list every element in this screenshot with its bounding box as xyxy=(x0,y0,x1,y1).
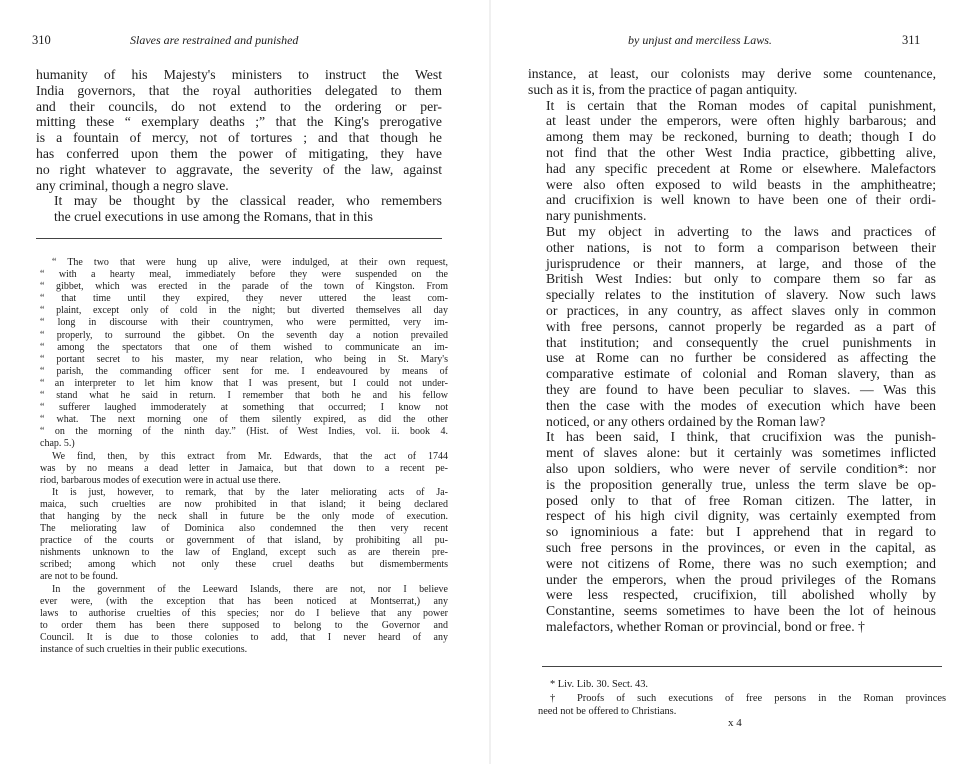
footnote-line: “ what. The next morning one of them silently expired, as did the other xyxy=(40,414,448,426)
footnote-line: “ long in discourse with their countrymen, who were permitted, very im- xyxy=(40,317,448,329)
text-line: and their councils, do not extend to the ordering or per- xyxy=(36,98,442,114)
footnote-line: “ The two that were hung up alive, were indulged, at their own request, xyxy=(52,257,448,268)
footnote-line: “ an interpreter to let him know that I was present, but I could not under- xyxy=(40,377,448,389)
signature-mark: x 4 xyxy=(728,717,742,729)
text-line: no right whatever to aggravate, the severity of the law, against xyxy=(36,161,442,177)
text-line: then the case with the modes of execution which have been xyxy=(546,397,936,413)
text-line: has conferred upon them the power of mitigating, they have xyxy=(36,145,442,161)
footnote-line: practice of the courts or government of that island, by prohibiting all pu- xyxy=(40,535,448,547)
right-footnotes xyxy=(538,678,946,719)
right-footnote-rule xyxy=(542,666,942,667)
text-line: India governors, that the royal authorities delegated to them xyxy=(36,82,442,98)
left-body-text xyxy=(36,67,442,225)
right-page xyxy=(490,0,980,764)
footnote-line: “ plaint, except only of cold in the night; but diverted themselves all day xyxy=(40,305,448,317)
footnote-line: “ portant secret to his master, my near relation, who being in St. Mary's xyxy=(40,353,448,365)
paragraph xyxy=(528,224,936,429)
left-footnotes xyxy=(40,257,448,656)
footnote-line: instance of such cruelties in their public executions. xyxy=(40,644,248,655)
footnote-paragraph xyxy=(40,451,448,487)
text-line: It has been said, I think, that crucifixion was the punish- xyxy=(546,429,936,445)
footnote-line: * Liv. Lib. 30. Sect. 43. xyxy=(550,679,649,690)
text-line: It may be thought by the classical reader, who remembers xyxy=(54,193,442,209)
footnote-line: The meliorating law of Dominica also condemned the then very recent xyxy=(40,523,448,535)
text-line: mitting these “ exemplary deaths ;” that the King's prerogative xyxy=(36,114,442,130)
paragraph xyxy=(36,193,442,225)
text-line: the cruel executions in use among the Romans, that in this xyxy=(54,209,373,225)
right-body-text xyxy=(528,66,936,635)
text-line: humanity of his Majesty's ministers to instruct the West xyxy=(36,67,442,82)
footnote-paragraph xyxy=(40,487,448,584)
footnote-line: “ parish, the commanding officer sent for me. I endeavoured by means of xyxy=(40,365,448,377)
footnote-line: nishments unknown to the law of England, except such as are therein pre- xyxy=(40,547,448,559)
text-line: they are found to have been peculiar to slaves. — Was this xyxy=(546,381,936,397)
paragraph xyxy=(36,67,442,193)
footnote-line: laws to authorise cruelties of this species; nor do I believe that any power xyxy=(40,607,448,619)
text-line: and crucifixion is well known to have been one of their ordi- xyxy=(546,192,936,208)
text-line: comparative estimate of colonial and Roman slavery, than as xyxy=(546,366,936,382)
text-line: British West Indies: but only to compare them so far as xyxy=(546,271,936,287)
left-page-header xyxy=(32,33,452,53)
footnote-line: “ that time until they expired, they never uttered the least com- xyxy=(40,293,448,305)
text-line: or practices, in any country, as affect slaves only in common xyxy=(546,302,936,318)
right-running-head: by unjust and merciless Laws. xyxy=(628,33,772,47)
footnote-line: scribed; among which not only these cruel deaths but dismemberments xyxy=(40,559,448,571)
text-line: noticed, or any others ordained by the Roman law? xyxy=(546,413,826,429)
footnote-line: “ properly, to surround the gibbet. On the seventh day a notion prevailed xyxy=(40,329,448,341)
footnote-line: “ gibbet, which was erected in the parade of the town of Kingston. From xyxy=(40,281,448,293)
text-line: respect of his high civil dignity, was certainly exempted from xyxy=(546,508,936,524)
text-line: is a fountain of mercy, not of tortures ; and that though he xyxy=(36,130,442,146)
text-line: had any specific precedent at Rome or elsewhere. Malefactors xyxy=(546,160,936,176)
footnote-line: “ on the morning of the ninth day.” (Hist. of West Indies, vol. ii. book 4. xyxy=(40,426,448,438)
text-line: among them may be reckoned, burning to death; though I do xyxy=(546,129,936,145)
footnote-line: was by no means a dead letter in Jamaica, but that down to a recent pe- xyxy=(40,462,448,474)
footnote-line: “ among the spectators that one of them wished to communicate an im- xyxy=(40,341,448,353)
text-line: so ignominious a fate: but I apprehend that in regard to xyxy=(546,524,936,540)
footnote-line: It is just, however, to remark, that by the later meliorating acts of Ja- xyxy=(52,486,448,498)
footnote-line: chap. 5.) xyxy=(40,438,75,450)
text-line: were less respected, crucifixion, till abolished wholly by xyxy=(546,587,936,603)
footnote-line: † Proofs of such executions of free persons in the Roman provinces xyxy=(550,692,946,704)
footnote-line: We find, then, by this extract from Mr. Edwards, that the act of 1744 xyxy=(52,450,448,462)
footnote-line: “ stand what he said in return. I remember that both he and his fellow xyxy=(40,390,448,402)
footnote-line: ever were, (with the exception that has been noticed at Montserrat,) any xyxy=(40,595,448,607)
text-line: with free persons, cannot properly be regarded as a part of xyxy=(546,318,936,334)
text-line: malefactors, whether Roman or provincial, bond or free. † xyxy=(546,618,865,634)
text-line: is the proposition generally true, unless the term slave be op- xyxy=(546,476,936,492)
right-page-header xyxy=(490,33,960,53)
text-line: that institution; and consequently the cruel punishments in xyxy=(546,334,936,350)
left-page-number: 310 xyxy=(32,33,51,47)
footnote-line: In the government of the Leeward Islands, there are not, nor I believe xyxy=(52,583,448,595)
footnote-line: “ sufferer laughed immoderately at something that occurred; I know not xyxy=(40,402,448,414)
paragraph xyxy=(528,98,936,224)
footnote-line: Council. It is due to those colonies to add, that I never heard of any xyxy=(40,631,448,643)
footnote-line: maica, such cruelties are now prohibited in that island; it being declared xyxy=(40,498,448,510)
footnote-line: are not to be found. xyxy=(40,571,119,583)
footnote-line: that hanging by the neck shall in future be the only mode of execution. xyxy=(40,510,448,522)
footnote-line: “ with a hearty meal, immediately before they were suspended on the xyxy=(40,269,448,281)
text-line: specially relates to the institution of slavery. Now such laws xyxy=(546,287,936,303)
text-line: nary punishments. xyxy=(546,208,647,224)
left-running-head: Slaves are restrained and punished xyxy=(130,33,299,47)
text-line: were not citizens of Rome, there was no such exemption; and xyxy=(546,555,936,571)
text-line: any criminal, though a negro slave. xyxy=(36,177,229,193)
left-footnote-rule xyxy=(36,238,442,239)
text-line: ment of slaves alone: but it certainly was sometimes inflicted xyxy=(546,445,936,461)
text-line: use at Rome can no further be considered as affecting the xyxy=(546,350,936,366)
text-line: It is certain that the Roman modes of capital punishment, xyxy=(546,97,936,113)
paragraph xyxy=(528,66,936,98)
text-line: jurisprudence or their manners, at large, and those of the xyxy=(546,255,936,271)
text-line: at least under the emperors, were often highly barbarous; and xyxy=(546,113,936,129)
text-line: also upon soldiers, who were never of servile condition*: nor xyxy=(546,460,936,476)
paragraph xyxy=(528,429,936,634)
text-line: But my object in adverting to the laws and practices of xyxy=(546,223,936,239)
footnote-line: need not be offered to Christians. xyxy=(538,706,677,717)
footnote-paragraph xyxy=(538,678,946,692)
text-line: such as it is, from the practice of pagan antiquity. xyxy=(528,81,798,97)
footnote-line: to order them has been there supposed to belong to the Governor and xyxy=(40,619,448,631)
text-line: were also often exposed to wild beasts in the amphitheatre; xyxy=(546,176,936,192)
text-line: posed only to that of free Roman citizen. The latter, in xyxy=(546,492,936,508)
text-line: under the emperors, when the proud privileges of the Romans xyxy=(546,571,936,587)
footnote-paragraph xyxy=(538,692,946,719)
text-line: instance, at least, our colonists may derive some countenance, xyxy=(528,66,936,81)
footnote-line: riod, barbarous modes of execution were in actual use there. xyxy=(40,474,281,486)
text-line: not find that the other West India practice, gibbetting alive, xyxy=(546,144,936,160)
right-page-number: 311 xyxy=(902,33,921,47)
footnote-paragraph xyxy=(40,584,448,657)
text-line: Constantine, seems sometimes to have been the lot of heinous xyxy=(546,603,936,619)
text-line: other nations, is not to form a comparison between their xyxy=(546,239,936,255)
footnote-paragraph xyxy=(40,257,448,451)
text-line: such free persons in the provinces, or even in the capital, as xyxy=(546,539,936,555)
